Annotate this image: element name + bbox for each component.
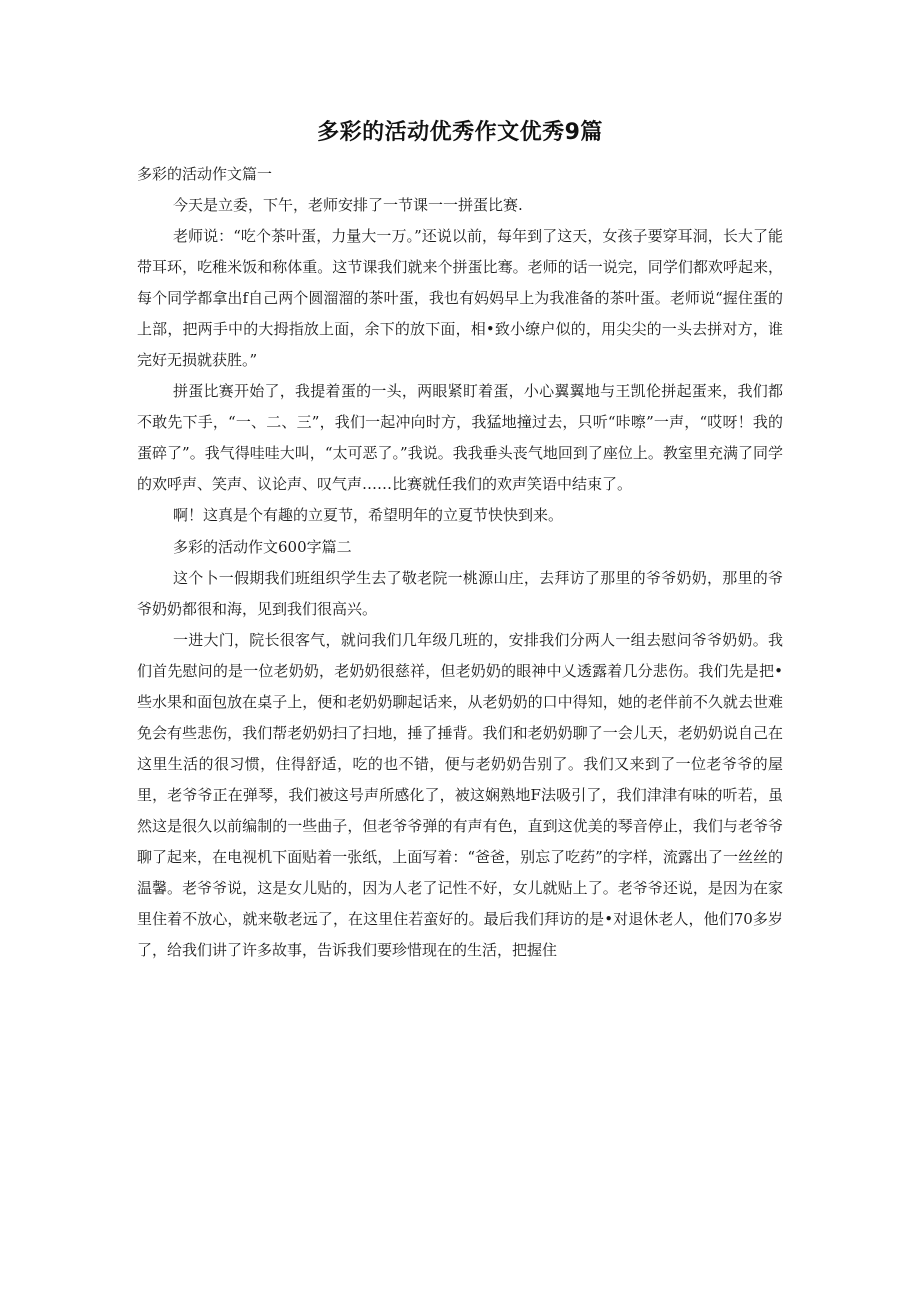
document-body: [137, 158, 783, 966]
paragraph: 老师说：“吃个茶叶蛋，力量大一万。”还说以前，每年到了这天，女孩子要穿耳洞，长大了能带耳环，吃稚米饭和称体重。这节课我们就来个拼蛋比骞。老师的话一说完，同学们都欢呼起来，每个同学都拿出f自己两个圆溜溜的茶叶蛋，我也有妈妈早上为我准备的茶叶蛋。老师说“握住蛋的上部，把两手中的大拇指放上面，余下的放下面，相•致小缭户似的，用尖尖的一头去拼对方，谁完好无损就获胜。”: [137, 227, 783, 369]
document-title: 多彩的活动优秀作文优秀9篇: [317, 120, 603, 145]
paragraph: 这个卜一假期我们班组织学生去了敬老院一桃源山庄，去拜访了那里的爷爷奶奶，那里的爷爷奶奶都很和海，见到我们很高兴。: [137, 569, 783, 618]
paragraph: 拼蛋比赛开始了，我提着蛋的一头，两眼紧盯着蛋，小心翼翼地与王凯伦拼起蛋来，我们都不敢先下手，“一、二、三”，我们一起冲向时方，我猛地撞过去，只听“咔嚓”一声，“哎呀！我的蛋碎了”。我气得哇哇大叫，“太可恶了。”我说。我我垂头丧气地回到了座位上。教室里充满了同学的欢呼声、笑声、议论声、叹气声……比赛就任我们的欢声笑语中结束了。: [137, 382, 783, 493]
paragraph: 啊！这真是个有趣的立夏节，希望明年的立夏节快快到来。: [173, 506, 564, 524]
paragraph: 一进大门，院长很客气，就问我们几年级几班的，安排我们分两人一组去慰问爷爷奶奶。我们首先慰问的是一位老奶奶，老奶奶很慈祥，但老奶奶的眼神中乂透露着几分悲伤。我们先是把•些水果和面包放在桌子上，便和老奶奶聊起话来，从老奶奶的口中得知，她的老伴前不久就去世难免会有些悲伤，我们帮老奶奶扫了扫地，捶了捶背。我们和老奶奶聊了一会儿天，老奶奶说自己在这里生活的很习惯，住得舒适，吃的也不错，便与老奶奶告别了。我们又来到了一位老爷爷的屋里，老爷爷正在弹琴，我们被这号声所感化了，被这娴熟地F法吸引了，我们津津有味的听若，虽然这是很久以前编制的一些曲子，但老爷爷弹的有声有色，直到这优美的琴音停止，我们与老爷爷聊了起来，在电视机下面贴着一张纸，上面写着：“爸爸，别忘了吃药”的字样，流露出了一丝丝的温馨。老爷爷说，这是女儿贴的，因为人老了记性不好，女儿就贴上了。老爷爷还说，是因为在家里住着不放心，就来敬老远了，在这里住若蛮好的。最后我们拜访的是•对退休老人，他们70多岁了，给我们讲了许多故事，告诉我们要珍惜现在的生活，把握住: [137, 631, 783, 959]
paragraph: 今天是立委，下午，老师安排了一节课一一拼蛋比赛.: [173, 196, 523, 214]
section-one: [137, 158, 783, 531]
section-heading: 多彩的活动作文600字篇二: [173, 538, 352, 556]
section-heading: 多彩的活动作文篇一: [137, 165, 273, 183]
section-two: [137, 531, 783, 966]
